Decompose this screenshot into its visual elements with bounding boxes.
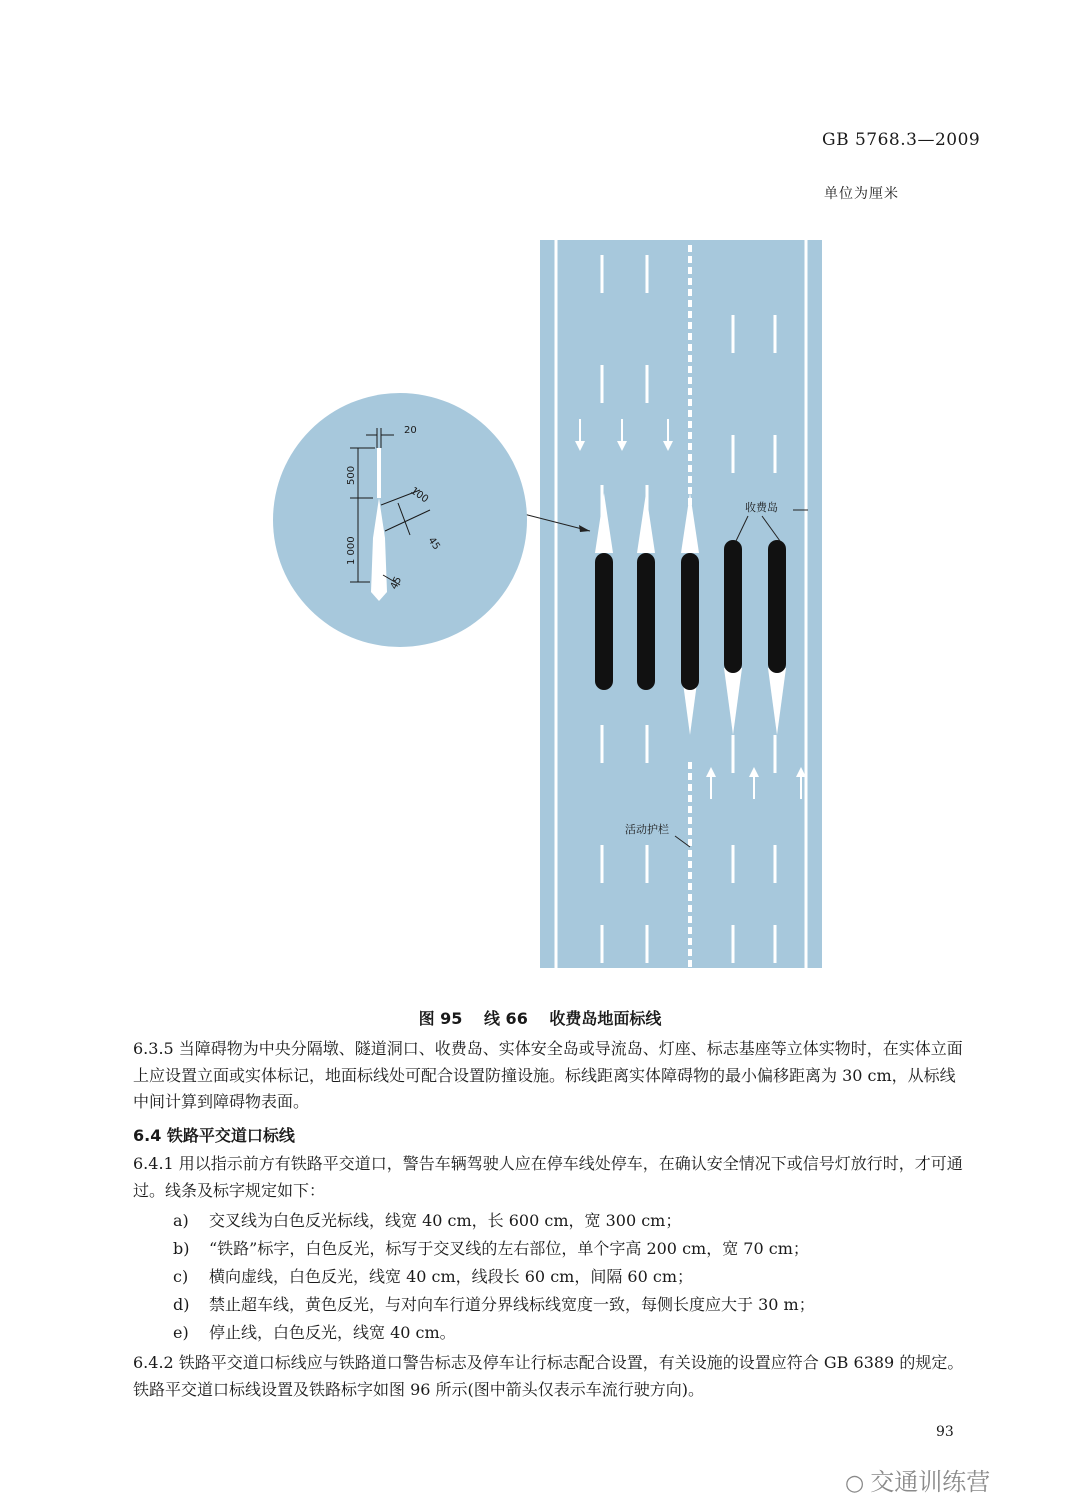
barrier-segment bbox=[688, 399, 692, 406]
lane-dash bbox=[646, 255, 649, 293]
barrier-segment bbox=[688, 949, 692, 956]
lane-dash bbox=[646, 725, 649, 763]
list-item bbox=[173, 1320, 967, 1346]
list-item-text: 停止线，白色反光，线宽 40 cm。 bbox=[209, 1323, 456, 1342]
detail-circle bbox=[273, 393, 527, 647]
dim-45-chevron: 45 bbox=[388, 575, 405, 592]
figure-95 bbox=[270, 235, 830, 970]
barrier-segment bbox=[688, 938, 692, 945]
list-item-label: e) bbox=[173, 1323, 189, 1342]
lane-dash bbox=[774, 315, 777, 353]
barrier-segment bbox=[688, 850, 692, 857]
watermark bbox=[845, 1462, 990, 1497]
barrier-segment bbox=[688, 960, 692, 967]
lane-dash bbox=[601, 845, 604, 883]
figure-title: 收费岛地面标线 bbox=[549, 1009, 662, 1028]
barrier-segment bbox=[688, 894, 692, 901]
barrier-segment bbox=[688, 443, 692, 450]
list-item-label: d) bbox=[173, 1295, 190, 1314]
barrier-segment bbox=[688, 366, 692, 373]
lane-dash bbox=[732, 735, 735, 773]
watermark-text: 交通训练营 bbox=[870, 1468, 991, 1496]
barrier-segment bbox=[688, 476, 692, 483]
figure-line-code: 线 66 bbox=[483, 1009, 528, 1028]
standard-number: GB 5768.3—2009 bbox=[822, 130, 981, 150]
dim-1000: 1 000 bbox=[346, 536, 357, 565]
barrier-segment bbox=[688, 828, 692, 835]
barrier-segment bbox=[688, 289, 692, 296]
barrier-segment bbox=[688, 905, 692, 912]
lane-dash bbox=[646, 845, 649, 883]
barrier-segment bbox=[688, 322, 692, 329]
lane-dash bbox=[732, 925, 735, 963]
barrier-segment bbox=[688, 806, 692, 813]
barrier-segment bbox=[688, 377, 692, 384]
list-item-text: 禁止超车线，黄色反光，与对向车行道分界线标线宽度一致，每侧长度应大于 30 m； bbox=[209, 1295, 815, 1314]
barrier-segment bbox=[688, 839, 692, 846]
lane-dash bbox=[774, 925, 777, 963]
list-item bbox=[173, 1208, 967, 1234]
list-item-text: 交叉线为白色反光标线，线宽 40 cm，长 600 cm，宽 300 cm； bbox=[209, 1211, 682, 1230]
barrier-segment bbox=[688, 410, 692, 417]
paragraph-6-4-1: 6.4.1 用以指示前方有铁路平交道口，警告车辆驾驶人应在停车线处停车，在确认安全情况下或信号灯放行时，才可通过。线条及标字规定如下： bbox=[133, 1154, 963, 1200]
toll-island-label: 收费岛 bbox=[745, 501, 778, 514]
barrier-segment bbox=[688, 300, 692, 307]
barrier-segment bbox=[688, 355, 692, 362]
barrier-segment bbox=[688, 432, 692, 439]
lane-dash bbox=[774, 735, 777, 773]
section-6-4-heading: 6.4 铁路平交道口标线 bbox=[133, 1126, 295, 1145]
list-item-label: b) bbox=[173, 1239, 190, 1258]
barrier-segment bbox=[688, 872, 692, 879]
lane-dash bbox=[774, 435, 777, 473]
barrier-segment bbox=[688, 916, 692, 923]
toll-island bbox=[637, 553, 655, 690]
barrier-segment bbox=[688, 278, 692, 285]
list-item-label: a) bbox=[173, 1211, 189, 1230]
barrier-segment bbox=[688, 762, 692, 769]
barrier-segment bbox=[688, 773, 692, 780]
paragraph-6-4-2: 6.4.2 铁路平交道口标线应与铁路道口警告标志及停车让行标志配合设置，有关设施的设置应符合 GB 6389 的规定。铁路平交道口标线设置及铁路标字如图 96 所示(图中箭头仅表示车流行驶方向)。 bbox=[133, 1353, 964, 1399]
barrier-segment bbox=[688, 465, 692, 472]
lane-dash bbox=[601, 365, 604, 403]
wechat-icon: ○ bbox=[845, 1471, 865, 1496]
lane-dash bbox=[732, 435, 735, 473]
lane-dash bbox=[732, 845, 735, 883]
barrier-segment bbox=[688, 487, 692, 494]
barrier-segment bbox=[688, 245, 692, 252]
movable-barrier-label: 活动护栏 bbox=[625, 823, 669, 836]
lane-dash bbox=[646, 365, 649, 403]
figure-number: 图 95 bbox=[418, 1009, 463, 1028]
lane-dash bbox=[601, 925, 604, 963]
barrier-segment bbox=[688, 333, 692, 340]
barrier-segment bbox=[688, 421, 692, 428]
list-item bbox=[173, 1236, 967, 1262]
dim-100: 100 bbox=[408, 485, 431, 506]
dim-width-20: 20 bbox=[404, 425, 417, 436]
lane-dash bbox=[774, 845, 777, 883]
list-item bbox=[173, 1264, 967, 1290]
barrier-segment bbox=[688, 861, 692, 868]
barrier-segment bbox=[688, 311, 692, 318]
dim-500: 500 bbox=[346, 465, 357, 485]
toll-island bbox=[724, 540, 742, 673]
barrier-segment bbox=[688, 795, 692, 802]
toll-island bbox=[595, 553, 613, 690]
barrier-segment bbox=[688, 784, 692, 791]
toll-island bbox=[681, 553, 699, 690]
barrier-segment bbox=[688, 256, 692, 263]
toll-island bbox=[768, 540, 786, 673]
barrier-segment bbox=[688, 883, 692, 890]
barrier-segment bbox=[688, 344, 692, 351]
barrier-segment bbox=[688, 454, 692, 461]
unit-note: 单位为厘米 bbox=[824, 186, 899, 202]
barrier-segment bbox=[688, 927, 692, 934]
barrier-segment bbox=[688, 817, 692, 824]
lane-dash bbox=[601, 255, 604, 293]
paragraph-6-3-5: 6.3.5 当障碍物为中央分隔墩、隧道洞口、收费岛、实体安全岛或导流岛、灯座、标志基座等立体实物时，在实体立面上应设置立面或实体标记，地面标线处可配合设置防撞设施。标线距离实体障碍物的最小偏移距离为 30 cm，从标线中间计算到障碍物表面。 bbox=[133, 1039, 963, 1111]
dim-45-side: 45 bbox=[425, 535, 442, 553]
lane-dash bbox=[601, 725, 604, 763]
figure-caption bbox=[0, 1006, 1080, 1029]
list-item-text: “铁路”标字，白色反光，标写于交叉线的左右部位，单个字高 200 cm，宽 70 cm； bbox=[209, 1239, 809, 1258]
barrier-segment bbox=[688, 388, 692, 395]
page-number: 93 bbox=[936, 1424, 954, 1440]
list-item-label: c) bbox=[173, 1267, 189, 1286]
barrier-segment bbox=[688, 267, 692, 274]
list-item bbox=[173, 1292, 967, 1318]
list-item-text: 横向虚线，白色反光，线宽 40 cm，线段长 60 cm，间隔 60 cm； bbox=[209, 1267, 693, 1286]
lane-dash bbox=[646, 925, 649, 963]
lane-dash bbox=[732, 315, 735, 353]
